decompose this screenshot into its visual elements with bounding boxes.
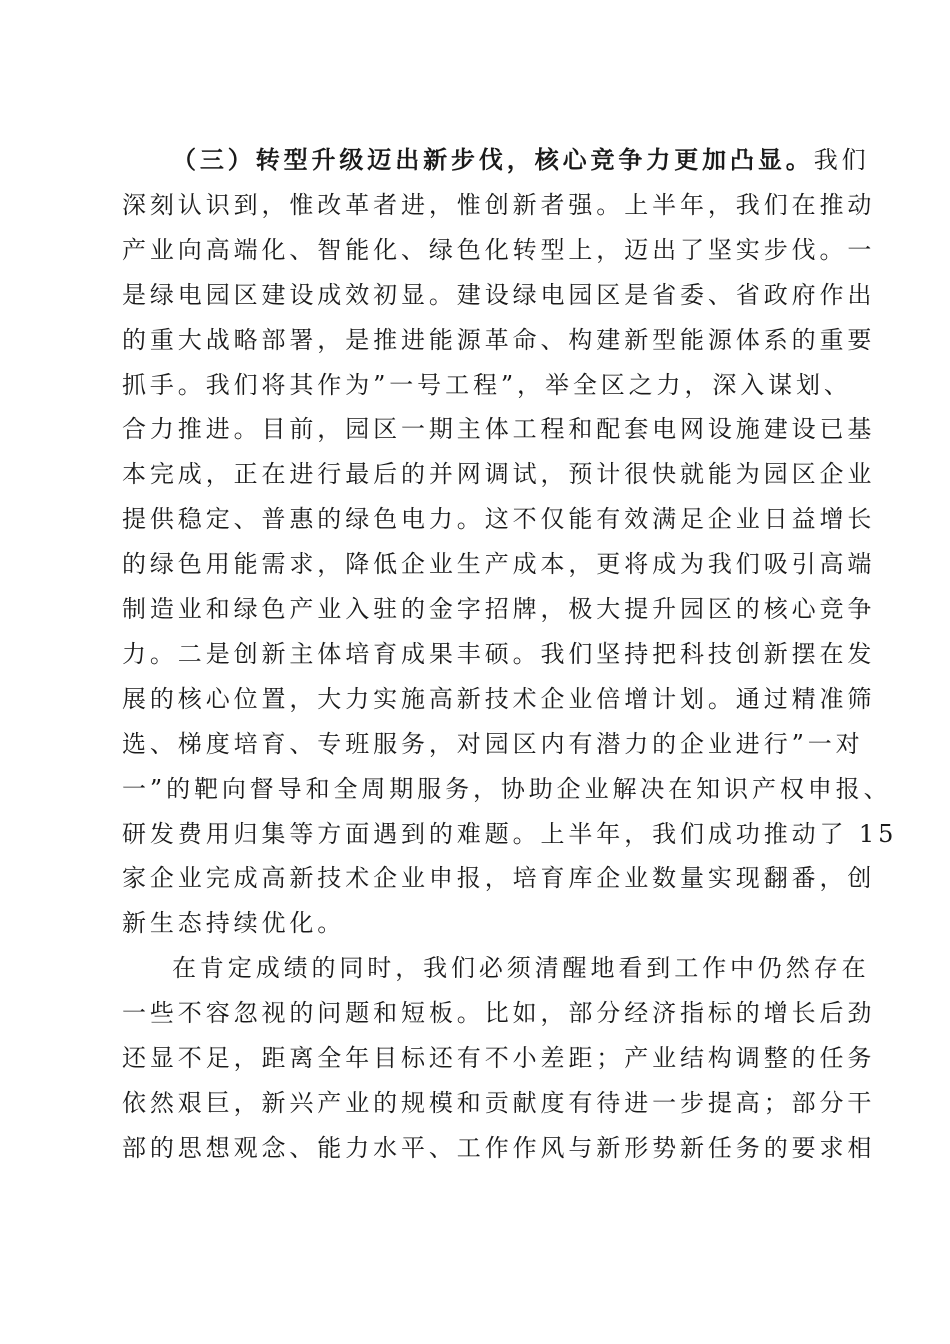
paragraph-line: 制造业和绿色产业入驻的金字招牌，极大提升园区的核心竞争 <box>122 595 876 623</box>
first-line-tail: 我们 <box>813 146 870 174</box>
paragraph-line: 本完成，正在进行最后的并网调试，预计很快就能为园区企业 <box>122 460 876 489</box>
paragraph-2-first-line: 在肯定成绩的同时，我们必须清醒地看到工作中仍然存在 <box>172 954 870 983</box>
paragraph-line: 选、梯度培育、专班服务，对园区内有潜力的企业进行”一对 <box>122 729 864 758</box>
paragraph-line: 依然艰巨，新兴产业的规模和贡献度有待进一步提高；部分干 <box>122 1088 876 1117</box>
paragraph-line: 的绿色用能需求，降低企业生产成本，更将成为我们吸引高端 <box>122 550 876 579</box>
paragraph-line: 是绿电园区建设成效初显。建设绿电园区是省委、省政府作出 <box>122 280 876 309</box>
paragraph-line: 力。二是创新主体培育成果丰硕。我们坚持把科技创新摆在发 <box>122 639 876 668</box>
paragraph-line: 提供稳定、普惠的绿色电力。这不仅能有效满足企业日益增长 <box>122 505 876 534</box>
paragraph-line: 深刻认识到，惟改革者进，惟创新者强。上半年，我们在推动 <box>122 190 876 219</box>
paragraph-line: 产业向高端化、智能化、绿色化转型上，迈出了坚实步伐。一 <box>122 235 876 264</box>
paragraph-line: 新生态持续优化。 <box>122 909 346 938</box>
section-heading: （三）转型升级迈出新步伐，核心竞争力更加凸显。 <box>172 145 814 174</box>
paragraph-line: 抓手。我们将其作为”一号工程”，举全区之力，深入谋划、 <box>122 370 852 399</box>
paragraph-line: 合力推进。目前，园区一期主体工程和配套电网设施建设已基 <box>122 415 876 444</box>
paragraph-line: 的重大战略部署，是推进能源革命、构建新型能源体系的重要 <box>122 325 876 354</box>
paragraph-line: 一”的靶向督导和全周期服务，协助企业解决在知识产权申报、 <box>122 774 892 803</box>
paragraph-line: 展的核心位置，大力实施高新技术企业倍增计划。通过精准筛 <box>122 684 876 713</box>
paragraph-line: 一些不容忽视的问题和短板。比如，部分经济指标的增长后劲 <box>122 999 876 1028</box>
paragraph-line: 家企业完成高新技术企业申报，培育库企业数量实现翻番，创 <box>122 864 876 893</box>
paragraph-line: 部的思想观念、能力水平、工作作风与新形势新任务的要求相 <box>122 1133 876 1162</box>
paragraph-line: 还显不足，距离全年目标还有不小差距；产业结构调整的任务 <box>122 1044 876 1072</box>
paragraph-line: 研发费用归集等方面遇到的难题。上半年，我们成功推动了 15 <box>122 819 898 848</box>
paragraph-1-first-line <box>172 140 870 180</box>
